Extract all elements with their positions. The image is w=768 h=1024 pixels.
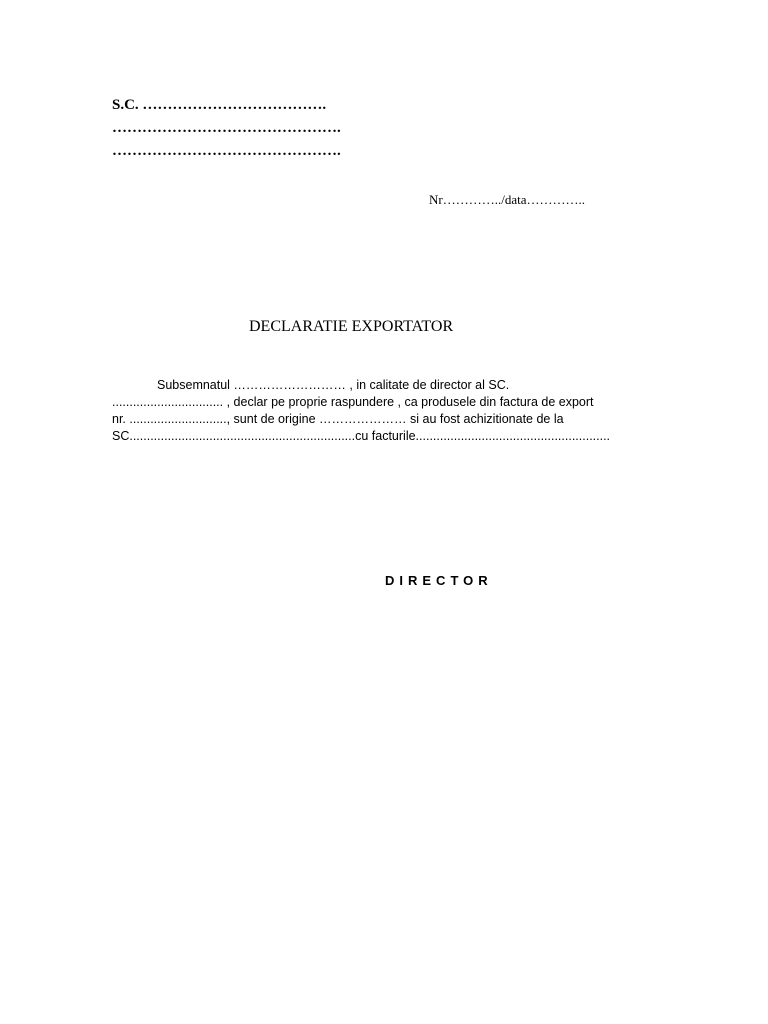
- signature-director: DIRECTOR: [385, 573, 493, 588]
- company-name-line: S.C. ……………………………….: [112, 97, 327, 113]
- company-header: [112, 94, 341, 163]
- declaration-line-2: ................................ , declar pe proprie raspundere , ca produsele din factura de export: [112, 395, 594, 409]
- declaration-line-1-text: Subsemnatul ……………………… , in calitate de director al SC.: [157, 378, 510, 392]
- registration-number-date: Nr…………../data…………..: [429, 192, 585, 207]
- declaration-line-4: SC.................................................................cu facturile........................................................: [112, 429, 611, 443]
- declaration-body: [112, 377, 652, 445]
- declaration-line-1: [112, 377, 652, 394]
- document-title: DECLARATIE EXPORTATOR: [249, 318, 454, 335]
- declaration-line-3: nr. ............................, sunt de origine ………………… si au fost achizitionate de la: [112, 412, 564, 426]
- company-details-line: ……………………………………….: [112, 143, 341, 159]
- company-address-line: ……………………………………….: [112, 120, 341, 136]
